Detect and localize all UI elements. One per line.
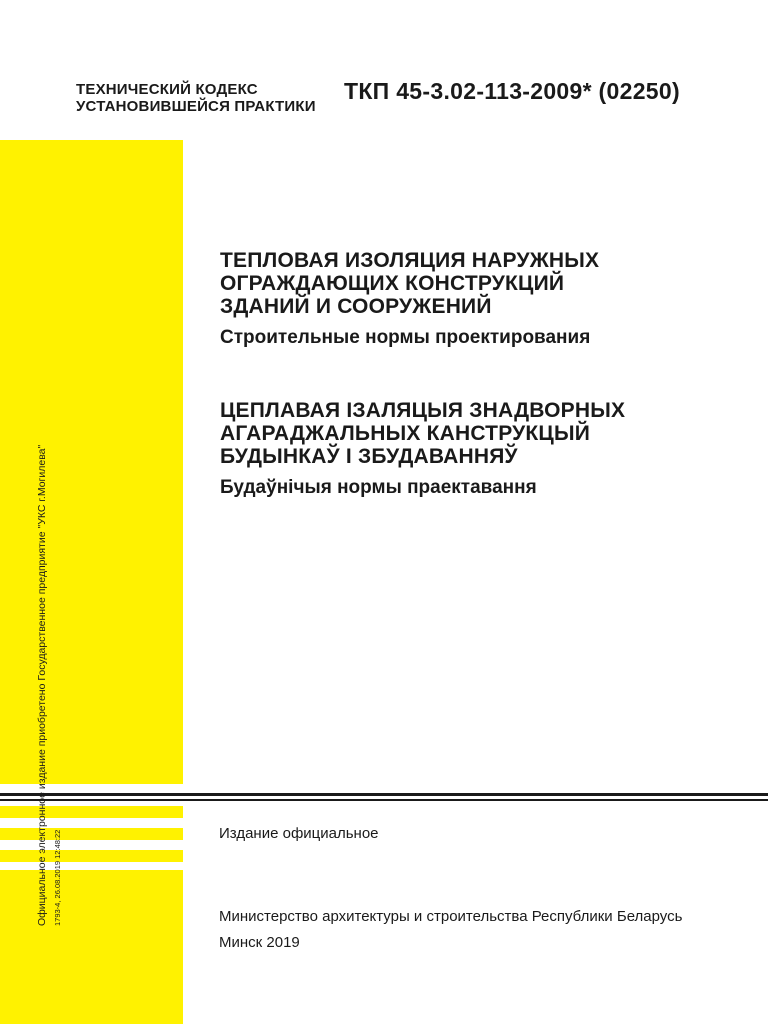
title-line: БУДЫНКАЎ І ЗБУДАВАННЯЎ — [220, 445, 518, 468]
yellow-stripe — [0, 806, 183, 818]
city-year: Минск 2019 — [219, 934, 300, 951]
divider-rule — [0, 799, 768, 801]
edition-label: Издание официальное — [219, 825, 379, 842]
purchase-note: Официальное электронное издание приобретено Гоcударственное предприятие "УКС г.Могилева" — [36, 444, 48, 926]
subtitle: Будаўнічыя нормы праектавання — [220, 477, 537, 498]
title-line: ТЕПЛОВАЯ ИЗОЛЯЦИЯ НАРУЖНЫХ — [220, 249, 600, 272]
title-line: ОГРАЖДАЮЩИХ КОНСТРУКЦИЙ — [220, 272, 565, 295]
divider-rule — [0, 793, 768, 796]
title-line: АГАРАДЖАЛЬНЫХ КАНСТРУКЦЫЙ — [220, 422, 590, 445]
code-type-line: УСТАНОВИВШЕЙСЯ ПРАКТИКИ — [76, 98, 316, 115]
publisher: Министерство архитектуры и строительства Республики Беларусь — [219, 908, 683, 925]
document-number: ТКП 45-3.02-113-2009* (02250) — [344, 78, 680, 104]
subtitle: Строительные нормы проектирования — [220, 327, 591, 348]
code-type-label — [76, 81, 316, 115]
code-type-line: ТЕХНИЧЕСКИЙ КОДЕКС — [76, 81, 258, 98]
yellow-band-main — [0, 140, 183, 784]
yellow-band-bottom — [0, 870, 183, 1024]
title-line: ЗДАНИЙ И СООРУЖЕНИЙ — [220, 295, 492, 318]
yellow-stripe — [0, 850, 183, 862]
title-russian — [220, 249, 740, 349]
title-line: ЦЕПЛАВАЯ ІЗАЛЯЦЫЯ ЗНАДВОРНЫХ — [220, 399, 626, 422]
yellow-stripe — [0, 828, 183, 840]
title-belarusian — [220, 399, 740, 499]
purchase-timestamp: 1793-4, 26.08.2019 12:48:22 — [53, 829, 62, 926]
